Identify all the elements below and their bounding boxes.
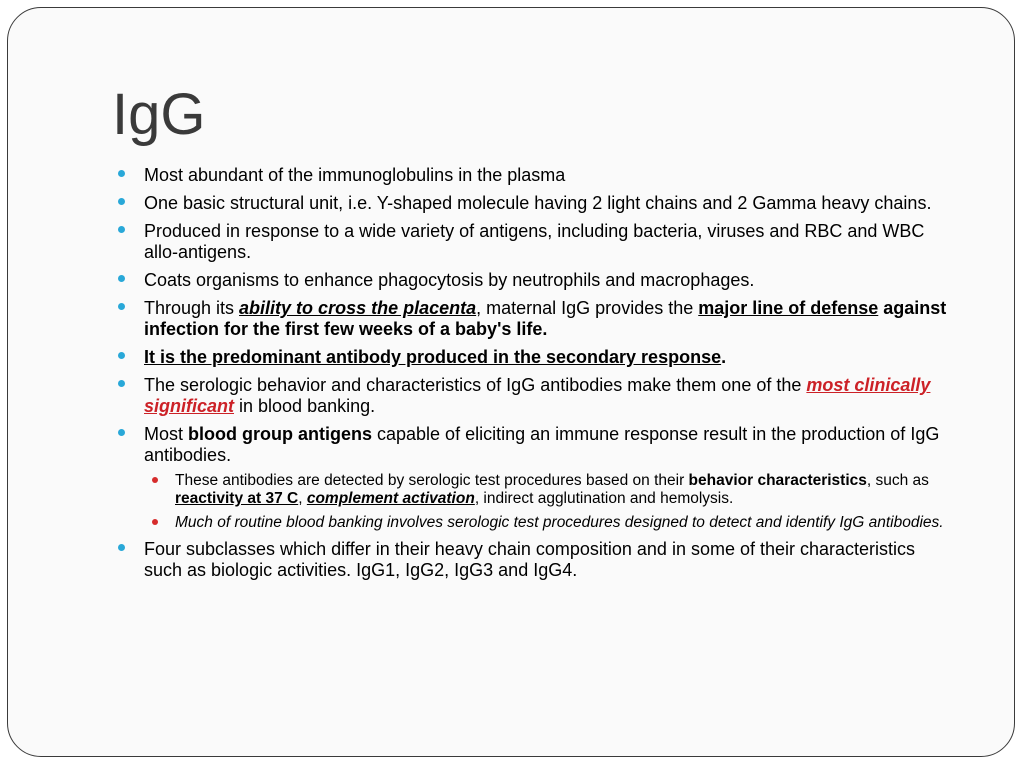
sub-bullet-text: Much of routine blood banking involves serologic test procedures designed to detect and identify IgG antibodies. bbox=[175, 514, 944, 531]
bullet-dot-icon bbox=[118, 275, 125, 282]
bullet-item bbox=[117, 424, 957, 532]
emphasis-blood-group-antigens: blood group antigens bbox=[188, 424, 372, 444]
bullet-text: One basic structural unit, i.e. Y-shaped molecule having 2 light chains and 2 Gamma heavy chains. bbox=[144, 193, 932, 213]
emphasis-complement: complement activation bbox=[306, 490, 475, 507]
sub-bullet-text: , indirect agglutination and hemolysis. bbox=[474, 490, 734, 507]
bullet-item bbox=[117, 193, 957, 214]
slide-body bbox=[117, 165, 957, 588]
emphasis-reactivity: reactivity at 37 C bbox=[175, 490, 299, 507]
bullet-item bbox=[117, 270, 957, 291]
bullet-text: Produced in response to a wide variety of antigens, including bacteria, viruses and RBC and WBC allo-antigens. bbox=[144, 221, 925, 262]
bullet-dot-icon bbox=[118, 380, 125, 387]
bullet-item bbox=[117, 221, 957, 263]
bullet-text-bold: against infection for the first few weeks of a baby's life. bbox=[144, 298, 947, 339]
sub-bullet-dot-icon bbox=[152, 519, 158, 525]
bullet-text-bold: . bbox=[721, 347, 727, 367]
sub-bullet-text: These antibodies are detected by serologic test procedures based on their bbox=[175, 472, 689, 489]
emphasis-behavior: behavior characteristics bbox=[688, 472, 867, 489]
bullet-item bbox=[117, 298, 957, 340]
bullet-list bbox=[117, 165, 957, 581]
bullet-item bbox=[117, 539, 957, 581]
bullet-dot-icon bbox=[118, 226, 125, 233]
bullet-dot-icon bbox=[118, 544, 125, 551]
sub-bullet-list bbox=[148, 472, 957, 532]
bullet-text: Coats organisms to enhance phagocytosis by neutrophils and macrophages. bbox=[144, 270, 755, 290]
emphasis-secondary-response: It is the predominant antibody produced in the secondary response bbox=[144, 347, 722, 367]
bullet-dot-icon bbox=[118, 198, 125, 205]
emphasis-defense: major line of defense bbox=[698, 298, 879, 318]
sub-bullet-text: , such as bbox=[866, 472, 929, 489]
bullet-text: capable of eliciting an immune response result in the production of IgG antibodies. bbox=[144, 424, 940, 465]
bullet-item bbox=[117, 347, 957, 368]
sub-bullet-item bbox=[148, 472, 957, 508]
sub-bullet-dot-icon bbox=[152, 477, 158, 483]
bullet-text: Most abundant of the immunoglobulins in the plasma bbox=[144, 165, 566, 185]
bullet-dot-icon bbox=[118, 170, 125, 177]
bullet-dot-icon bbox=[118, 303, 125, 310]
bullet-item bbox=[117, 375, 957, 417]
bullet-item bbox=[117, 165, 957, 186]
emphasis-placenta: ability to cross the placenta bbox=[239, 298, 477, 318]
bullet-text: The serologic behavior and characteristics of IgG antibodies make them one of the bbox=[144, 375, 807, 395]
bullet-text: , maternal IgG provides the bbox=[476, 298, 699, 318]
sub-bullet-item bbox=[148, 514, 957, 532]
slide-title: IgG bbox=[112, 82, 206, 147]
bullet-text: Four subclasses which differ in their heavy chain composition and in some of their characteristics such as biologic activities. IgG1, IgG2, IgG3 and IgG4. bbox=[144, 539, 916, 580]
bullet-text: Through its bbox=[144, 298, 240, 318]
bullet-dot-icon bbox=[118, 429, 125, 436]
bullet-text: Most bbox=[144, 424, 189, 444]
emphasis-clinically-significant: most clinically significant bbox=[144, 375, 931, 416]
bullet-text: in blood banking. bbox=[234, 396, 376, 416]
sub-bullet-text: , bbox=[298, 490, 307, 507]
bullet-dot-icon bbox=[118, 352, 125, 359]
